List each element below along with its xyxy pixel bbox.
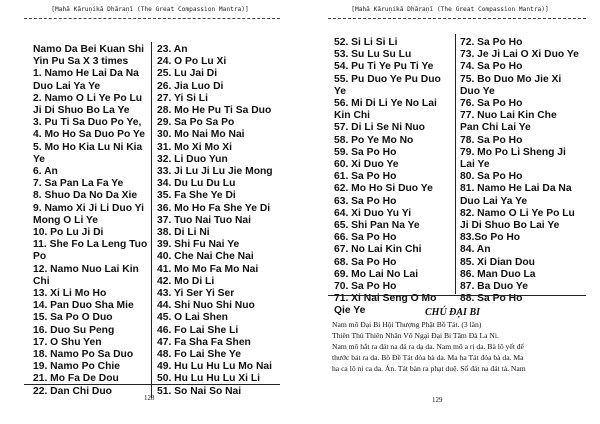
mantra-line: Ye — [33, 153, 46, 165]
mantra-line: 51. So Nai So Nai — [157, 385, 242, 397]
mantra-line: 10. Po Lu Ji Di — [33, 227, 104, 239]
mantra-line: Duo Lai Ya Ye — [33, 80, 101, 92]
mantra-column-1 — [33, 44, 148, 398]
mantra-line: 41. Mo Mo Fa Mo Nai — [157, 263, 259, 275]
mantra-line: 37. Tuo Nai Tuo Nai — [157, 214, 252, 226]
mantra-line: 40. Che Nai Che Nai — [157, 251, 254, 263]
mantra-line: Ye — [334, 85, 347, 97]
mantra-line: Ji Di Shuo Bo Lai Ye — [460, 220, 560, 232]
mantra-line: 80. Sa Po Ho — [460, 171, 523, 183]
mantra-line: Kin Chi — [334, 110, 371, 122]
mantra-line: 74. Sa Po Ho — [460, 61, 523, 73]
mantra-line: 78. Sa Po Ho — [460, 134, 523, 146]
mantra-line: Duo Lai Ya Ye — [460, 195, 528, 207]
paragraph-line: thước bát ra da. Bồ Đề Tát đỏa bà da. Ma ha Tát đỏa bà da. Ma — [332, 353, 524, 362]
page-header: [Mahā Kāruṇikā Dhāraṇī (The Great Compassion Mantra)] — [351, 6, 549, 13]
mantra-line: 57. Di Li Se Ni Nuo — [334, 122, 425, 134]
bottom-divider — [24, 384, 280, 385]
mantra-line: 44. Shi Nuo Shi Nuo — [157, 300, 255, 312]
mantra-line: Mong O Li Ye — [33, 214, 99, 226]
right-page — [300, 0, 600, 424]
mantra-line: 4. Mo Ho Sa Duo Po Ye — [33, 129, 145, 141]
mantra-line: 28. Mo He Pu Ti Sa Duo — [157, 105, 272, 117]
mantra-line: 52. Si Li Si Li — [334, 37, 398, 48]
mantra-line: 31. Mo Xi Mo Xi — [157, 141, 232, 153]
mantra-line: 27. Yi Si Li — [157, 92, 208, 104]
mantra-line: 69. Mo Lai No Lai — [334, 268, 419, 280]
mantra-line: 36. Mo Ho Fa She Ye Di — [157, 202, 271, 214]
column-divider — [151, 42, 152, 398]
mantra-line: 68. Sa Po Ho — [334, 256, 397, 268]
mantra-line: 58. Po Ye Mo No — [334, 134, 414, 146]
header-divider — [24, 18, 280, 19]
section-divider — [328, 295, 586, 296]
page-header: [Mahā Kāruṇikā Dhāraṇī (The Great Compassion Mantra)] — [51, 6, 249, 13]
mantra-line: Namo Da Bei Kuan Shi — [33, 44, 144, 55]
mantra-line: 70. Sa Po Ho — [334, 281, 397, 293]
mantra-line: 30. Mo Nai Mo Nai — [157, 129, 245, 141]
mantra-line: Lai Ye — [460, 159, 490, 171]
mantra-line: 75. Bo Duo Mo Jie Xi — [460, 73, 562, 85]
mantra-line: Ji Di Shuo Bo La Ye — [33, 105, 130, 117]
mantra-line: 56. Mi Di Li Ye No Lai — [334, 98, 437, 110]
mantra-line: 8. Shuo Da No Da Xie — [33, 190, 138, 202]
mantra-line: Po — [33, 251, 47, 263]
header-divider — [328, 18, 586, 19]
mantra-line: 32. Li Duo Yun — [157, 153, 228, 165]
mantra-line: 34. Du Lu Du Lu — [157, 178, 236, 190]
mantra-line: 15. Sa Po O Duo — [33, 312, 113, 324]
mantra-line: Duo Ye — [460, 85, 495, 97]
mantra-line: 7. Sa Pan La Fa Ye — [33, 178, 124, 190]
mantra-column-1 — [334, 37, 452, 318]
mantra-line: 73. Je Ji Lai O Xi Duo Ye — [460, 49, 579, 61]
page-number: 128 — [144, 394, 155, 402]
mantra-line: 79. Mo Po Li Sheng Ji — [460, 146, 566, 158]
mantra-line: 48. Fo Lai She Ye — [157, 349, 241, 361]
mantra-line: 83.So Po Ho — [460, 232, 521, 244]
paragraph-line: Nam mô Đại Bi Hội Thượng Phật Bồ Tát. (3 lần) — [332, 320, 482, 329]
mantra-line: 71. Xi Nai Seng O Mo — [334, 293, 437, 305]
mantra-line: 77. Nuo Lai Kin Che — [460, 110, 557, 122]
mantra-line: 59. Sa Po Ho — [334, 146, 397, 158]
mantra-line: 17. O Shu Yen — [33, 336, 102, 348]
mantra-line: 65. Shi Pan Na Ye — [334, 220, 420, 232]
column-divider — [455, 34, 456, 294]
mantra-line: Qie Ye — [334, 305, 366, 317]
mantra-line: 14. Pan Duo Sha Mie — [33, 300, 134, 312]
mantra-line: 76. Sa Po Ho — [460, 98, 523, 110]
mantra-line: 81. Namo He Lai Da Na — [460, 183, 572, 195]
mantra-line: 85. Xi Dian Dou — [460, 256, 535, 268]
mantra-line: 5. Mo Ho Kia Lu Ni Kia — [33, 141, 143, 153]
mantra-line: 62. Mo Ho Si Duo Ye — [334, 183, 433, 195]
mantra-line: 18. Namo Po Sa Duo — [33, 349, 134, 361]
mantra-line: Chi — [33, 275, 50, 287]
mantra-line: 87. Ba Duo Ye — [460, 281, 528, 293]
paragraph-line: Thiên Thủ Thiên Nhãn Vô Ngại Đại Bi Tâm Đà La Ni. — [332, 331, 499, 340]
mantra-line: 43. Yi Ser Yi Ser — [157, 288, 235, 300]
mantra-line: 21. Mo Fa De Dou — [33, 373, 119, 385]
mantra-column-2 — [157, 44, 285, 398]
mantra-line: 86. Man Duo La — [460, 268, 536, 280]
mantra-line: 63. Sa Po Ho — [334, 195, 397, 207]
mantra-line: 39. Shi Fu Nai Ye — [157, 239, 240, 251]
mantra-line: 55. Pu Duo Ye Pu Duo — [334, 73, 441, 85]
mantra-line: 82. Namo O Li Ye Po Lu — [460, 207, 575, 219]
mantra-line: 12. Namo Nuo Lai Kin — [33, 263, 139, 275]
mantra-line: 19. Namo Po Chie — [33, 361, 120, 373]
mantra-line: 38. Di Li Ni — [157, 227, 210, 239]
mantra-line: 24. O Po Lu Xi — [157, 56, 227, 68]
paragraph-line: Nam mô hắt ra đát na đá ra dạ da. Nam mô a rị da. Bà lô yết đế — [332, 342, 524, 351]
mantra-line: 2. Namo O Li Ye Po Lu — [33, 92, 143, 104]
page-number: 129 — [432, 396, 443, 404]
mantra-line: 6. An — [33, 166, 58, 178]
mantra-line: 84. An — [460, 244, 491, 256]
mantra-line: 26. Jia Luo Di — [157, 80, 224, 92]
mantra-line: 9. Namo Xi Ji Li Duo Yi — [33, 202, 145, 214]
mantra-line: Yin Pu Sa X 3 times — [33, 56, 129, 68]
mantra-line: 23. An — [157, 44, 188, 55]
mantra-line: 33. Ji Lu Ji Lu Jie Mong — [157, 166, 273, 178]
mantra-line: 35. Fa She Ye Di — [157, 190, 236, 202]
paragraph-line: ha ca lô ni ca da. Án. Tát bàn ra phạt duệ. Số đát na đát tả. Nam — [332, 364, 526, 373]
mantra-line: 53. Su Lu Su Lu — [334, 49, 412, 61]
mantra-line: 47. Fa Sha Fa Shen — [157, 336, 251, 348]
mantra-line: 42. Mo Di Li — [157, 275, 215, 287]
mantra-line: Pan Chi Lai Ye — [460, 122, 531, 134]
mantra-line: 13. Xi Li Mo Ho — [33, 288, 107, 300]
mantra-line: 46. Fo Lai She Li — [157, 324, 239, 336]
mantra-line: 49. Hu Lu Hu Lu Mo Nai — [157, 361, 272, 373]
mantra-column-2 — [460, 37, 590, 305]
mantra-line: 22. Dan Chi Duo — [33, 385, 112, 397]
mantra-line: 1. Namo He Lai Da Na — [33, 68, 139, 80]
mantra-line: 60. Xi Duo Ye — [334, 159, 399, 171]
section-title: CHÚ ĐẠI BI — [425, 307, 481, 318]
mantra-line: 61. Sa Po Ho — [334, 171, 397, 183]
mantra-line: 54. Pu Ti Ye Pu Ti Ye — [334, 61, 434, 73]
mantra-line: 66. Sa Po Ho — [334, 232, 397, 244]
mantra-line: 72. Sa Po Ho — [460, 37, 523, 48]
mantra-line: 45. O Lai Shen — [157, 312, 228, 324]
mantra-line: 11. She Fo La Leng Tuo — [33, 239, 148, 251]
mantra-line: 16. Duo Su Peng — [33, 324, 115, 336]
mantra-line: 25. Lu Jai Di — [157, 68, 218, 80]
mantra-line: 64. Xi Duo Yu Yi — [334, 207, 412, 219]
mantra-line: 50. Hu Lu Hu Lu Xi Li — [157, 373, 260, 385]
mantra-line: 88. Sa Po Ho — [460, 293, 523, 305]
vietnamese-text — [332, 319, 594, 374]
mantra-line: 67. No Lai Kin Chi — [334, 244, 422, 256]
mantra-line: 29. Sa Po Sa Po — [157, 117, 235, 129]
mantra-line: 3. Pu Ti Sa Duo Po Ye, — [33, 117, 142, 129]
